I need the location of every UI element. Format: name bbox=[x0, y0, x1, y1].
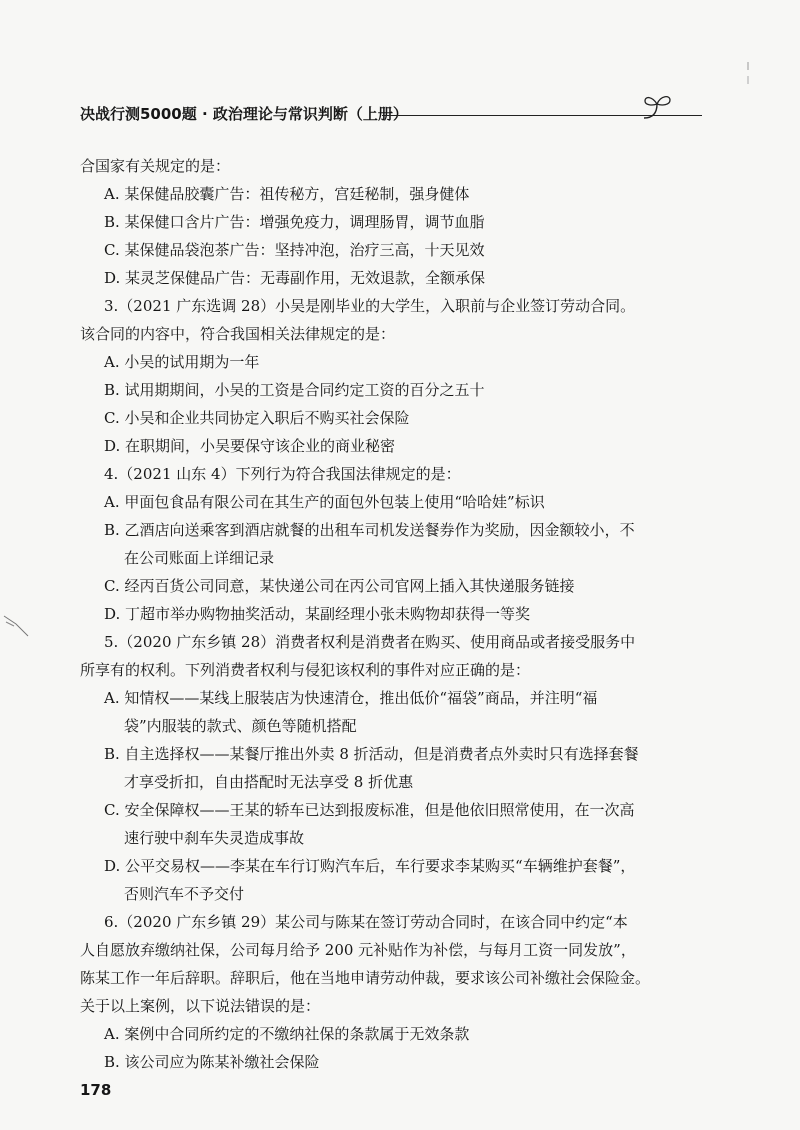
text-line: 陈某工作一年后辞职。辞职后，他在当地申请劳动仲裁，要求该公司补缴社会保险金。 bbox=[80, 969, 651, 987]
text-line: B. 该公司应为陈某补缴社会保险 bbox=[104, 1053, 320, 1071]
text-line: B. 某保健口含片广告：增强免疫力，调理肠胃，调节血脂 bbox=[104, 213, 485, 231]
text-line: 6.（2020 广东乡镇 29）某公司与陈某在签订劳动合同时，在该合同中约定“本 bbox=[104, 913, 628, 931]
text-line: B. 乙酒店向送乘客到酒店就餐的出租车司机发送餐券作为奖励，因金额较小，不 bbox=[104, 521, 635, 539]
text-line: A. 小吴的试用期为一年 bbox=[104, 353, 260, 371]
text-line: 所享有的权利。下列消费者权利与侵犯该权利的事件对应正确的是： bbox=[80, 661, 531, 679]
text-line: C. 小吴和企业共同协定入职后不购买社会保险 bbox=[104, 409, 410, 427]
text-line: B. 自主选择权——某餐厅推出外卖 8 折活动，但是消费者点外卖时只有选择套餐 bbox=[104, 745, 639, 763]
text-line: A. 案例中合同所约定的不缴纳社保的条款属于无效条款 bbox=[104, 1025, 470, 1043]
text-line: 速行驶中刹车失灵造成事故 bbox=[124, 829, 305, 847]
text-line: 在公司账面上详细记录 bbox=[124, 549, 275, 567]
book-title: 决战行测5000题 · 政治理论与常识判断（上册） bbox=[80, 105, 408, 123]
text-line: D. 丁超市举办购物抽奖活动，某副经理小张未购物却获得一等奖 bbox=[104, 605, 531, 623]
text-line: 4.（2021 山东 4）下列行为符合我国法律规定的是： bbox=[104, 465, 461, 483]
text-line: C. 安全保障权——王某的轿车已达到报废标准，但是他依旧照常使用，在一次高 bbox=[104, 801, 635, 819]
text-line: 合国家有关规定的是： bbox=[80, 157, 231, 175]
text-line: C. 某保健品袋泡茶广告：坚持冲泡，治疗三高，十天见效 bbox=[104, 241, 485, 259]
text-line: 才享受折扣，自由搭配时无法享受 8 折优惠 bbox=[124, 773, 414, 791]
text-line: 否则汽车不予交付 bbox=[124, 885, 245, 903]
text-line: B. 试用期期间，小吴的工资是合同约定工资的百分之五十 bbox=[104, 381, 485, 399]
text-line: 该合同的内容中，符合我国相关法律规定的是： bbox=[80, 325, 396, 343]
text-line: 关于以上案例，以下说法错误的是： bbox=[80, 997, 321, 1015]
text-line: C. 经丙百货公司同意，某快递公司在丙公司官网上插入其快递服务链接 bbox=[104, 577, 575, 595]
text-line: 3.（2021 广东选调 28）小吴是刚毕业的大学生，入职前与企业签订劳动合同。 bbox=[104, 297, 636, 315]
text-line: D. 公平交易权——李某在车行订购汽车后，车行要求李某购买“车辆维护套餐”， bbox=[104, 857, 636, 875]
text-line: 袋”内服装的款式、颜色等随机搭配 bbox=[124, 717, 357, 735]
text-line: D. 在职期间，小吴要保守该企业的商业秘密 bbox=[104, 437, 396, 455]
text-line: 5.（2020 广东乡镇 28）消费者权利是消费者在购买、使用商品或者接受服务中 bbox=[104, 633, 636, 651]
text-line: A. 某保健品胶囊广告：祖传秘方，宫廷秘制，强身健体 bbox=[104, 185, 470, 203]
page-number: 178 bbox=[80, 1081, 112, 1099]
text-line: A. 甲面包食品有限公司在其生产的面包外包装上使用“哈哈娃”标识 bbox=[104, 493, 545, 511]
text-line: D. 某灵芝保健品广告：无毒副作用，无效退款，全额承保 bbox=[104, 269, 486, 287]
text-line: A. 知情权——某线上服装店为快速清仓，推出低价“福袋”商品，并注明“福 bbox=[104, 689, 598, 707]
text-line: 人自愿放弃缴纳社保，公司每月给予 200 元补贴作为补偿，与每月工资一同发放”， bbox=[80, 941, 636, 959]
